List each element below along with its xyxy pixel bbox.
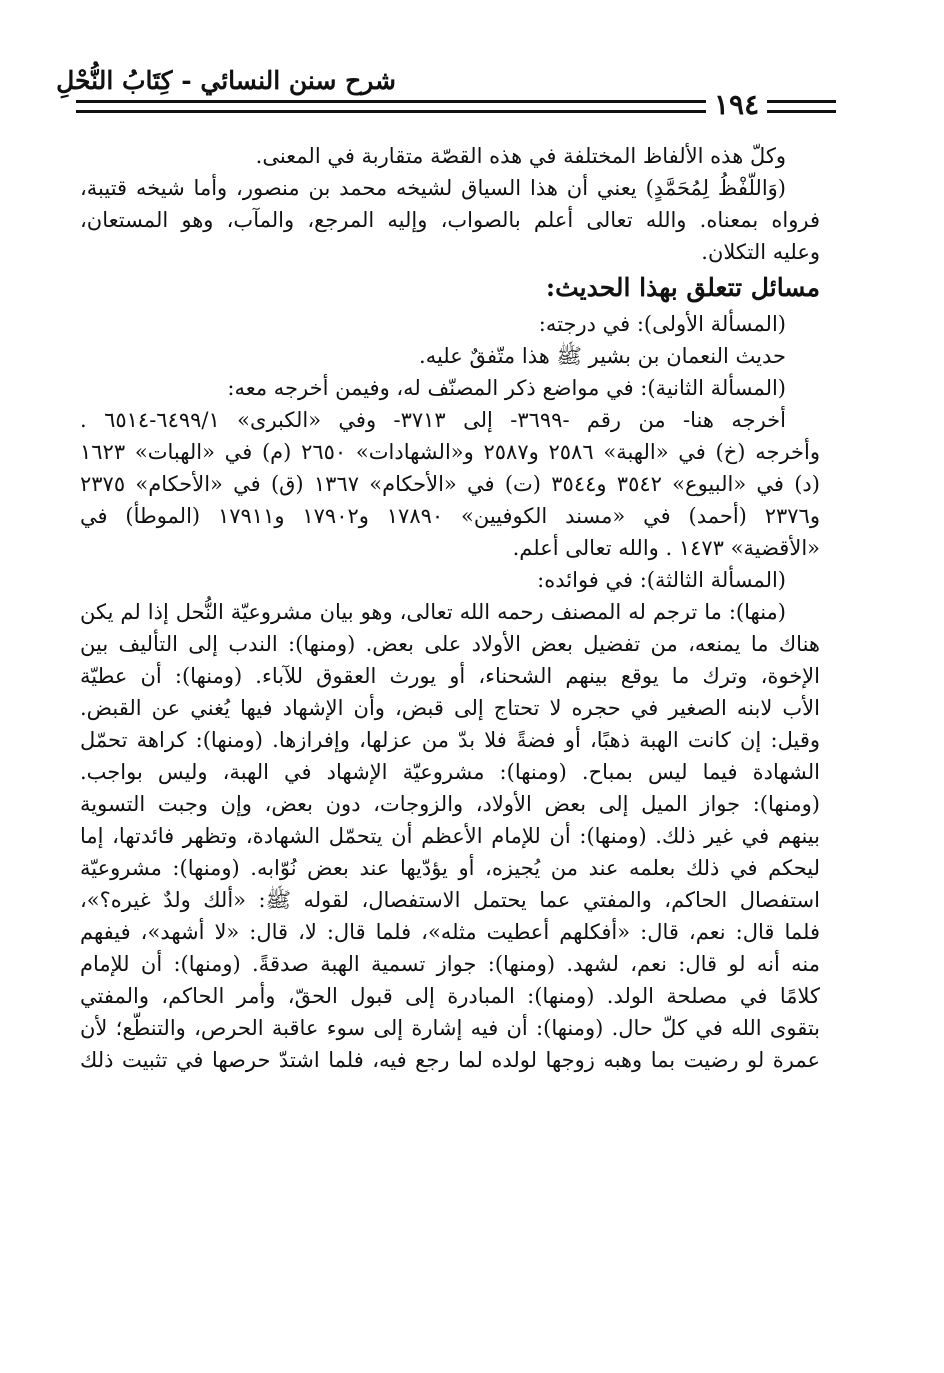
issue-heading: (المسألة الأولى): في درجته:: [538, 312, 786, 336]
text-line: منه أنه لو قال: نعم، لشهد. (ومنها): جواز تسمية الهبة صدقةً. (ومنها): أن للإمام: [80, 952, 820, 976]
page-number-wrap: [0, 88, 834, 121]
text-line: فرواه بمعناه. والله تعالى أعلم بالصواب، وإليه المرجع، والمآب، وهو المستعان،: [80, 208, 820, 232]
text-line: استفصال الحاكم، والمفتي عما يحتمل الاستفصال، لقوله ﷺ: «ألك ولدٌ غيره؟»،: [80, 888, 820, 912]
text-line: وعليه التكلان.: [701, 240, 820, 264]
running-header-title: شرح سنن النسائي - كِتَابُ النُّحْلِ: [56, 66, 396, 95]
text-line: عمرة لو رضيت بما وهبه زوجها لولده لما رجع فيه، فلما اشتدّ حرصها في تثبيت ذلك: [80, 1048, 820, 1072]
text-line: هناك ما يمنعه، من تفضيل بعض الأولاد على بعض. (ومنها): الندب إلى التأليف بين: [80, 632, 820, 656]
text-line: الإخوة، وترك ما يوقع بينهم الشحناء، أو يورث العقوق للآباء. (ومنها): أن عطيّة: [80, 664, 820, 688]
text-line: كلامًا في مصلحة الولد. (ومنها): المبادرة إلى قبول الحقّ، وأمر الحاكم، والمفتي: [80, 984, 820, 1008]
text-line: أخرجه هنا- من رقم -٣٦٩٩- إلى ٣٧١٣- وفي «الكبرى» ٦٤٩٩/١-٦٥١٤ .: [80, 408, 786, 432]
text-line: و٢٣٧٦ (أحمد) في «مسند الكوفيين» ١٧٨٩٠ و١٧٩٠٢ و١٧٩١١ (الموطأ) في: [80, 504, 820, 528]
issue-heading: (المسألة الثالثة): في فوائده:: [537, 568, 786, 592]
text-line: وقيل: إن كانت الهبة ذهبًا، أو فضةً فلا بدّ من عزلها، وإفرازها. (ومنها): كراهة تحمّل: [80, 728, 820, 752]
page-body: [80, 140, 820, 1076]
text-line: حديث النعمان بن بشير ﷺ هذا متّفقٌ عليه.: [419, 344, 786, 368]
section-heading: مسائل تتعلق بهذا الحديث:: [545, 273, 820, 302]
text-line: وكلّ هذه الألفاظ المختلفة في هذه القصّة متقاربة في المعنى.: [255, 144, 786, 168]
issue-heading: (المسألة الثانية): في مواضع ذكر المصنّف له، وفيمن أخرجه معه:: [227, 376, 786, 400]
text-line: ليحكم في ذلك بعلمه عند من يُجيزه، أو يؤدّيها عند بعض نُوّابه. (ومنها): مشروعيّة: [80, 856, 820, 880]
page-number: ١٩٤: [706, 88, 767, 121]
text-line: الشهادة فيما ليس بمباح. (ومنها): مشروعيّة الإشهاد في الهبة، وليس بواجب.: [80, 760, 820, 784]
text-line: (وَاللَّفْظُ لِمُحَمَّدٍ) يعني أن هذا السياق لشيخه محمد بن منصور، وأما شيخه قتيبة،: [80, 176, 786, 200]
text-line: فلما قال: نعم، قال: «أفكلهم أعطيت مثله»، فلما قال: لا، قال: «لا أشهد»، فيفهم: [80, 920, 820, 944]
text-line: الأب لابنه الصغير في حجره لا تحتاج إلى قبض، وأن الإشهاد فيها يُغني عن القبض.: [80, 696, 820, 720]
text-line: (ومنها): جواز الميل إلى بعض الأولاد، والزوجات، دون بعض، وإن وجبت التسوية: [80, 792, 820, 816]
text-line: (منها): ما ترجم له المصنف رحمه الله تعالى، وهو بيان مشروعيّة النُّحل إذا لم يكن: [80, 600, 786, 624]
text-line: بينهم في غير ذلك. (ومنها): أن للإمام الأعظم أن يتحمّل الشهادة، وتظهر فائدتها، إما: [80, 824, 820, 848]
text-line: «الأقضية» ١٤٧٣ . والله تعالى أعلم.: [512, 536, 820, 560]
text-line: (د) في «البيوع» ٣٥٤٢ و٣٥٤٤ (ت) في «الأحكام» ١٣٦٧ (ق) في «الأحكام» ٢٣٧٥: [80, 472, 820, 496]
text-line: بتقوى الله في كلّ حال. (ومنها): أن فيه إشارة إلى سوء عاقبة الحرص، والتنطّع؛ لأن: [80, 1016, 820, 1040]
text-line: وأخرجه (خ) في «الهبة» ٢٥٨٦ و٢٥٨٧ و«الشهادات» ٢٦٥٠ (م) في «الهبات» ١٦٢٣: [80, 440, 820, 464]
